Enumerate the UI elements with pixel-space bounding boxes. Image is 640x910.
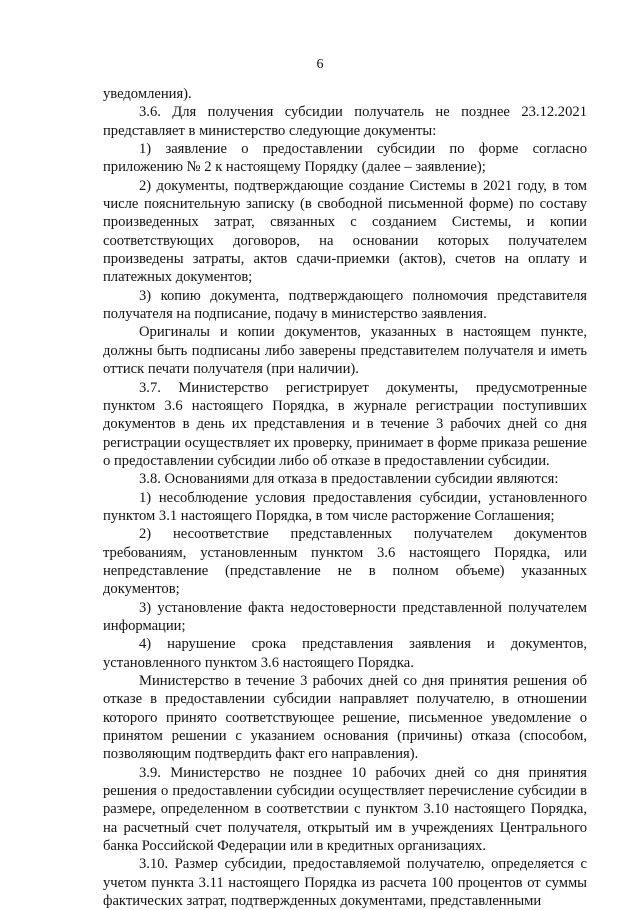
paragraph-3-8: 3.8. Основаниями для отказа в предоставлении субсидии являются: (139, 471, 559, 488)
paragraph-3-6-item-1: 1) заявление о предоставлении субсидии по форме согласно приложению № 2 к настоящему Порядку (далее – заявление); (103, 141, 587, 176)
paragraph-3-7: 3.7. Министерство регистрирует документы, предусмотренные пунктом 3.6 настоящего Порядка, в журнале регистрации поступивших документов в день их представления и в течение 3 рабочих дней со дня регистрации осуществляет их проверку, принимает в форме приказа решение о предоставлении субсидии либо об отказе в предоставлении субсидии. (103, 379, 587, 469)
paragraph-3-8-item-1: 1) несоблюдение условия предоставления субсидии, установленного пунктом 3.1 настоящего Порядка, в том числе расторжение Соглашения; (103, 489, 587, 524)
paragraph-3-8-item-2: 2) несоответствие представленных получателем документов требованиям, установленным пунктом 3.6 настоящего Порядка, или непредставление (представление не в полном объеме) указанных документов; (103, 526, 587, 598)
paragraph-3-9: 3.9. Министерство не позднее 10 рабочих дней со дня принятия решения о предоставлении субсидии осуществляет перечисление субсидии в размере, определенном в соответствии с пунктом 3.10 настоящего Порядка, на расчетный счет получателя, открытый им в учреждениях Центрального банка Российской Федерации или в кредитных организациях. (103, 764, 587, 855)
document-body (103, 85, 587, 910)
paragraph-3-6-item-2: 2) документы, подтверждающие создание Системы в 2021 году, в том числе пояснительную записку (в свободной письменной форме) по составу произведенных затрат, связанных с созданием Системы, и копии соответствующих договоров, на основании которых получателем произведены затраты, актов сдачи-приемки (актов), счетов на оплату и платежных документов; (103, 177, 587, 286)
paragraph-3-8-item-4: 4) нарушение срока представления заявления и документов, установленного пунктом 3.6 настоящего Порядка. (103, 636, 587, 671)
paragraph-continuation: уведомления). (103, 86, 192, 102)
paragraph-3-10: 3.10. Размер субсидии, предоставляемой получателю, определяется с учетом пункта 3.11 настоящего Порядка из расчета 100 процентов от суммы фактических затрат, подтвержденных документами, представленными (103, 856, 587, 910)
paragraph-3-6-item-3: 3) копию документа, подтверждающего полномочия представителя получателя на подписание, подачу в министерство заявления. (103, 287, 587, 323)
paragraph-refusal-notice: Министерство в течение 3 рабочих дней со дня принятия решения об отказе в предоставлении субсидии направляет получателю, в отношении которого принято соответствующее решение, письменное уведомление о принятом решении с указанием основания (причины) отказа (способом, позволяющим подтвердить факт его направления). (103, 673, 587, 763)
paragraph-originals: Оригиналы и копии документов, указанных в настоящем пункте, должны быть подписаны либо заверены представителем получателя и иметь оттиск печати получателя (при наличии). (103, 324, 587, 378)
paragraph-3-8-item-3: 3) установление факта недостоверности представленной получателем информации; (103, 599, 587, 634)
page-number: 6 (316, 57, 324, 72)
paragraph-3-6: 3.6. Для получения субсидии получатель не позднее 23.12.2021 представляет в министерство следующие документы: (103, 104, 587, 139)
